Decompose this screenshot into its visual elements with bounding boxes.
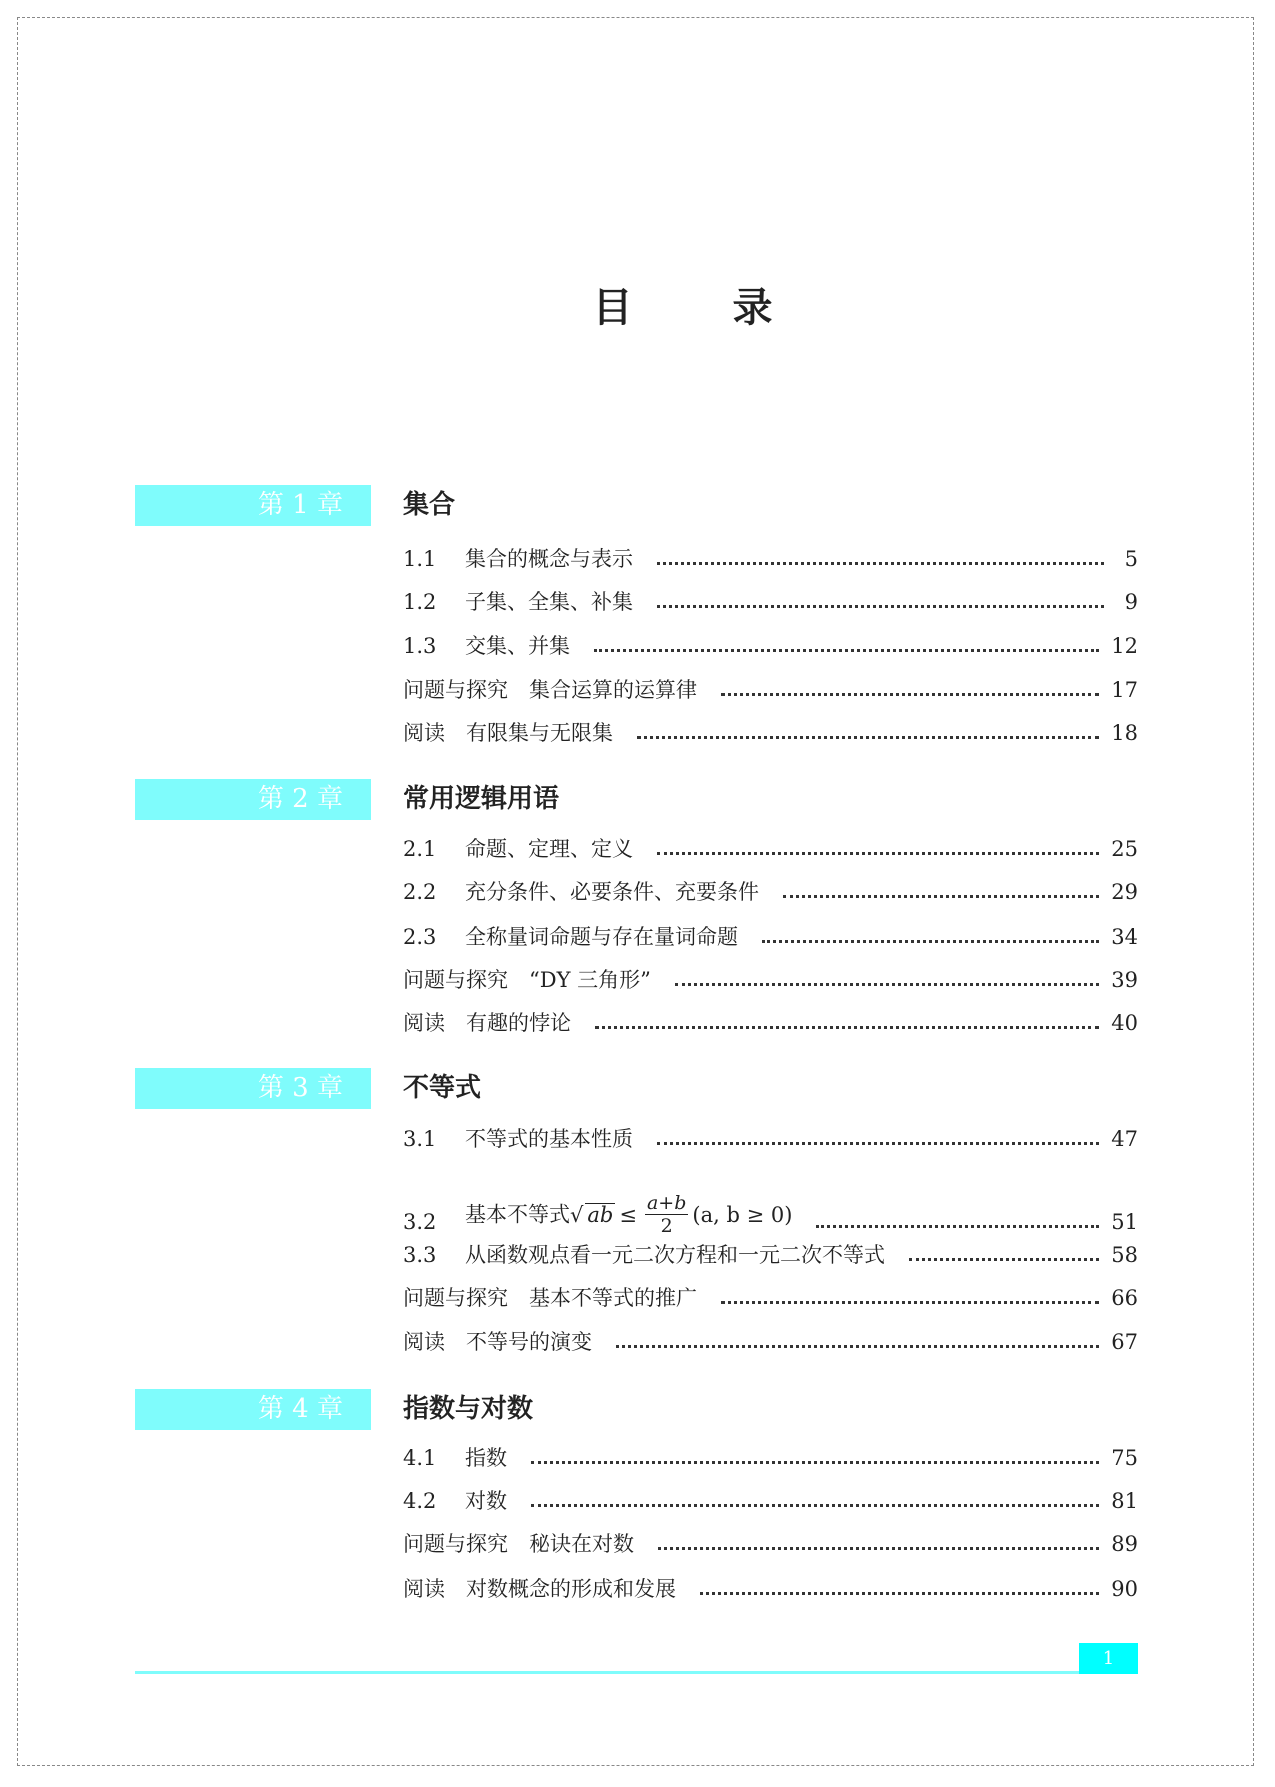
section-title: [465, 1240, 885, 1270]
page-number-ref: 90: [1111, 1577, 1138, 1601]
section-title-text: 充分条件、必要条件、充要条件: [465, 880, 759, 904]
section-title-text: 阅读 有限集与无限集: [403, 721, 613, 745]
page-number-ref: 67: [1111, 1330, 1138, 1354]
formula-numerator: a+b: [646, 1192, 687, 1214]
toc-entry[interactable]: [403, 877, 1138, 907]
toc-entry[interactable]: [403, 1443, 1138, 1473]
section-title-text: 问题与探究 秘诀在对数: [403, 1532, 634, 1556]
dot-leader: [783, 895, 1099, 898]
section-title: [403, 675, 697, 705]
dot-leader: [637, 736, 1099, 739]
chapter-label: 第 4 章: [135, 1389, 371, 1430]
page-number-ref: 18: [1111, 721, 1138, 745]
dot-leader: [700, 1592, 1099, 1595]
section-number: 1.3: [403, 634, 437, 658]
toc-entry[interactable]: [403, 1327, 1138, 1357]
section-title-text: 阅读 有趣的悖论: [403, 1011, 571, 1035]
dot-leader: [657, 562, 1104, 565]
section-title-text: 命题、定理、定义: [465, 837, 633, 861]
title-char-2: 录: [732, 285, 773, 331]
radical-sign: √: [570, 1202, 584, 1227]
formula-fraction: [645, 1192, 688, 1237]
dot-leader: [657, 852, 1099, 855]
toc-entry[interactable]: [403, 1181, 1138, 1237]
page-number-ref: 47: [1111, 1127, 1138, 1151]
section-number: 2.2: [403, 880, 437, 904]
section-title-text: 从函数观点看一元二次方程和一元二次不等式: [465, 1243, 885, 1267]
section-number: 3.1: [403, 1127, 437, 1151]
dot-leader: [531, 1504, 1099, 1507]
dot-leader: [658, 1547, 1099, 1550]
section-title-text: 子集、全集、补集: [465, 590, 633, 614]
dot-leader: [721, 1301, 1099, 1304]
dot-leader: [675, 983, 1099, 986]
section-title: [403, 1008, 571, 1038]
toc-entry[interactable]: [403, 965, 1138, 995]
page-number-ref: 9: [1124, 590, 1138, 614]
section-number: 2.3: [403, 925, 437, 949]
toc-entry[interactable]: [403, 1529, 1138, 1559]
chapter-title[interactable]: 集合: [403, 490, 456, 520]
section-title: [465, 1443, 507, 1473]
section-title: [465, 877, 759, 907]
formula-relation: ≤: [619, 1202, 637, 1227]
toc-entry[interactable]: [403, 922, 1138, 952]
section-number: 1.2: [403, 590, 437, 614]
page-number-ref: 29: [1111, 880, 1138, 904]
dot-leader: [721, 693, 1099, 696]
page-number-ref: 34: [1111, 925, 1138, 949]
section-title: [465, 1486, 507, 1516]
dot-leader: [657, 1142, 1099, 1145]
dot-leader: [531, 1461, 1099, 1464]
page-number-ref: 75: [1111, 1446, 1138, 1470]
section-number: 2.1: [403, 837, 437, 861]
dot-leader: [762, 940, 1099, 943]
dot-leader: [616, 1345, 1099, 1348]
section-number: 3.2: [403, 1210, 437, 1234]
section-title: [465, 1192, 792, 1237]
title-char-1: 目: [592, 285, 633, 331]
toc-entry[interactable]: [403, 1240, 1138, 1270]
chapter-title[interactable]: 不等式: [403, 1073, 482, 1103]
toc-entry[interactable]: [403, 1124, 1138, 1154]
page-number-ref: 25: [1111, 837, 1138, 861]
section-number: 4.1: [403, 1446, 437, 1470]
page-number-ref: 89: [1111, 1532, 1138, 1556]
page-title: [0, 276, 1275, 333]
toc-entry[interactable]: [403, 631, 1138, 661]
section-title-text: 阅读 对数概念的形成和发展: [403, 1577, 676, 1601]
toc-entry[interactable]: [403, 544, 1138, 574]
page-number-ref: 58: [1111, 1243, 1138, 1267]
chapter-label: 第 2 章: [135, 779, 371, 820]
page-number-ref: 66: [1111, 1286, 1138, 1310]
section-title-text: 基本不等式: [465, 1202, 570, 1227]
chapter-title[interactable]: 指数与对数: [403, 1394, 534, 1424]
section-title-text: 问题与探究 集合运算的运算律: [403, 678, 697, 702]
toc-entry[interactable]: [403, 587, 1138, 617]
chapter-label: 第 1 章: [135, 485, 371, 526]
formula-condition: (a, b ≥ 0): [692, 1202, 793, 1227]
page-number-ref: 17: [1111, 678, 1138, 702]
dot-leader: [657, 605, 1104, 608]
chapter-title[interactable]: 常用逻辑用语: [403, 784, 560, 814]
section-title-text: 交集、并集: [465, 634, 570, 658]
toc-entry[interactable]: [403, 675, 1138, 705]
section-title: [465, 834, 633, 864]
section-title-text: 全称量词命题与存在量词命题: [465, 925, 738, 949]
section-title-text: 指数: [465, 1446, 507, 1470]
section-title: [403, 1283, 697, 1313]
section-title: [465, 587, 633, 617]
formula-denominator: 2: [660, 1215, 673, 1237]
page-number-ref: 5: [1124, 547, 1138, 571]
chapter-label: 第 3 章: [135, 1068, 371, 1109]
section-title-text: 阅读 不等号的演变: [403, 1330, 592, 1354]
section-title-text: 对数: [465, 1489, 507, 1513]
toc-entry[interactable]: [403, 1486, 1138, 1516]
dot-leader: [594, 649, 1099, 652]
formula-radicand: ab: [587, 1203, 614, 1227]
section-title-text: 集合的概念与表示: [465, 547, 633, 571]
toc-entry[interactable]: [403, 1283, 1138, 1313]
section-title: [465, 544, 633, 574]
page-number-ref: 12: [1111, 634, 1138, 658]
section-number: 4.2: [403, 1489, 437, 1513]
toc-entry[interactable]: [403, 1008, 1138, 1038]
formula: [570, 1192, 792, 1237]
page-number-ref: 51: [1111, 1210, 1138, 1234]
section-title: [403, 718, 613, 748]
section-title-text: 不等式的基本性质: [465, 1127, 633, 1151]
section-number: 3.3: [403, 1243, 437, 1267]
dot-leader: [595, 1026, 1099, 1029]
section-title: [403, 1327, 592, 1357]
section-title: [465, 1124, 633, 1154]
page-number: 1: [1079, 1643, 1138, 1674]
section-title: [403, 965, 651, 995]
section-title: [465, 631, 570, 661]
dot-leader: [816, 1225, 1099, 1228]
page-number-ref: 40: [1111, 1011, 1138, 1035]
section-title: [403, 1574, 676, 1604]
page-number-ref: 81: [1111, 1489, 1138, 1513]
toc-entry[interactable]: [403, 1574, 1138, 1604]
section-title-text: 问题与探究 基本不等式的推广: [403, 1286, 697, 1310]
section-title-text: 问题与探究 “DY 三角形”: [403, 968, 651, 992]
section-title: [403, 1529, 634, 1559]
footer-rule: [135, 1671, 1138, 1674]
toc-entry[interactable]: [403, 834, 1138, 864]
dot-leader: [909, 1258, 1099, 1261]
section-number: 1.1: [403, 547, 437, 571]
toc-entry[interactable]: [403, 718, 1138, 748]
page-number-ref: 39: [1111, 968, 1138, 992]
section-title: [465, 922, 738, 952]
